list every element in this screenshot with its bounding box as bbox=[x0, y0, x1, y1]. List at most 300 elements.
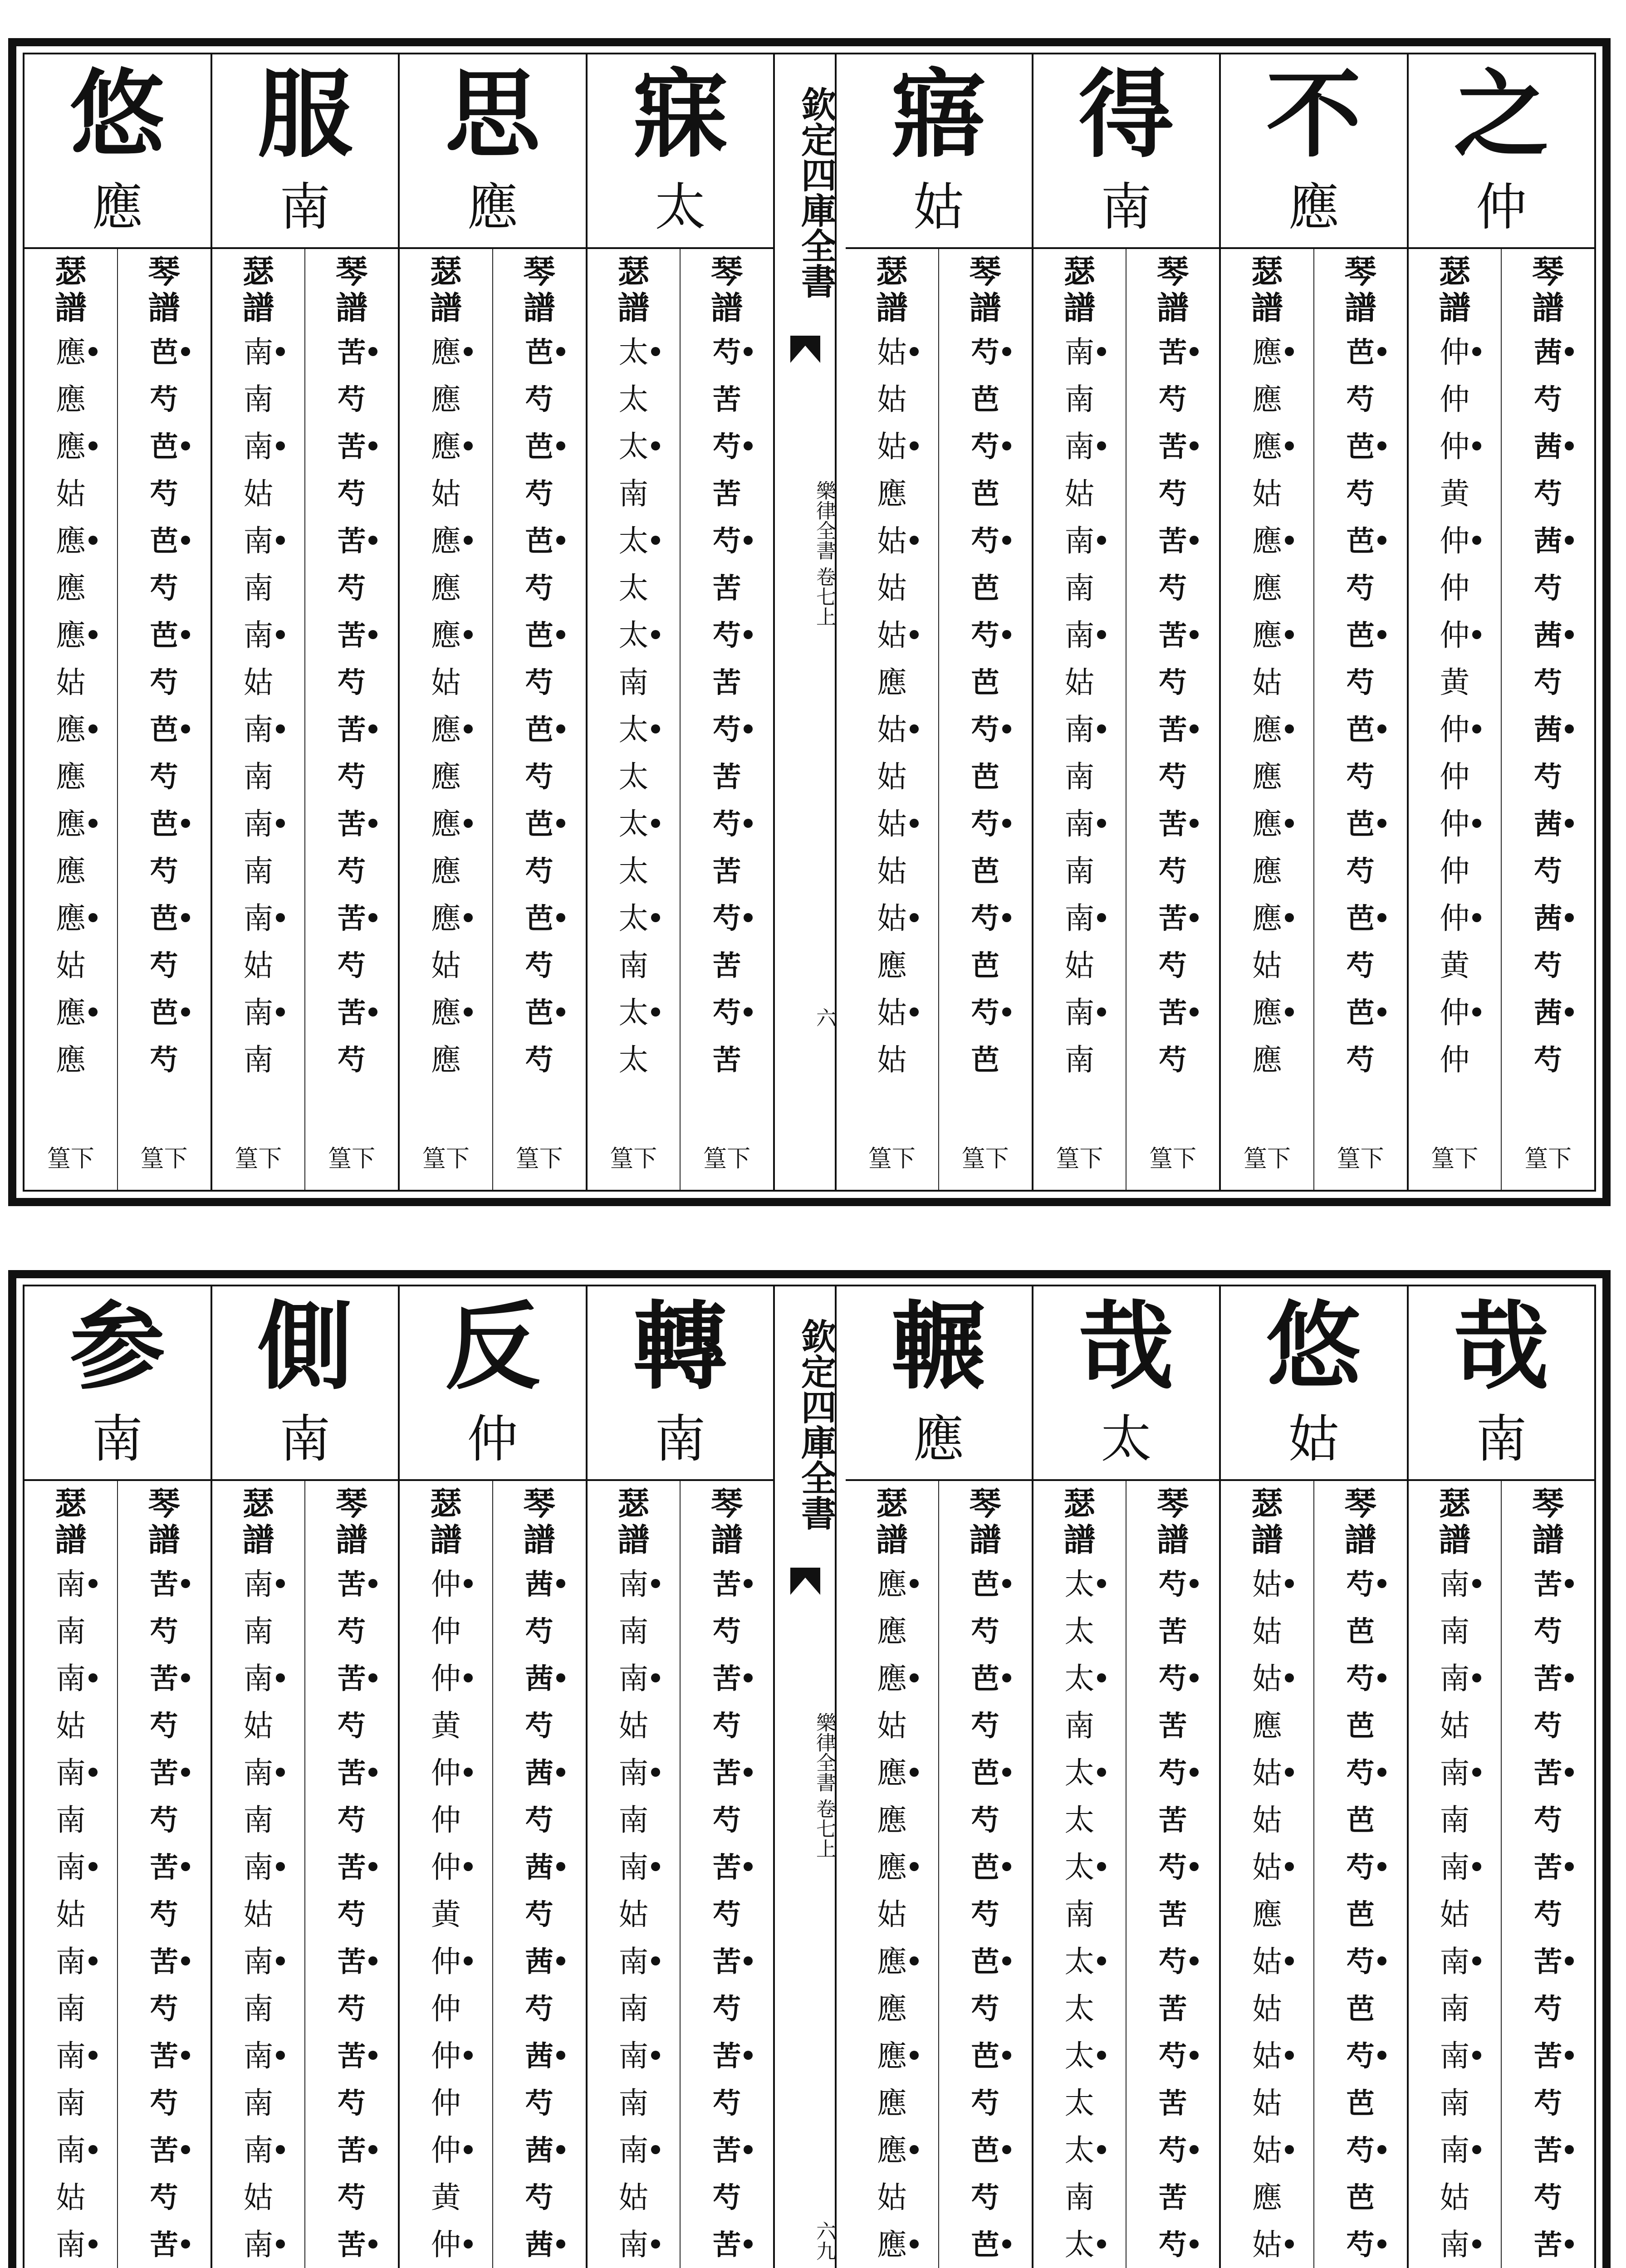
notation-cell: 芭 bbox=[525, 989, 553, 1036]
notation-cell: 芍 bbox=[338, 760, 366, 793]
notation-cell: 芭 bbox=[150, 895, 178, 942]
notation-cell: 茜 bbox=[1534, 612, 1562, 659]
notation-cell: 芍 bbox=[1347, 1750, 1375, 1797]
notation-cell: 姑 bbox=[877, 895, 907, 942]
notation-cells bbox=[971, 1561, 999, 2268]
notation-cell: 南 bbox=[1440, 2086, 1470, 2121]
notation-cell: 芭 bbox=[525, 706, 553, 753]
column-label: 瑟 bbox=[1251, 253, 1283, 290]
notation-cell: 應 bbox=[877, 2127, 907, 2174]
notation-cell: 芍 bbox=[1159, 855, 1187, 888]
notation-cell: 芍 bbox=[1534, 1898, 1562, 1931]
notation-cell: 芍 bbox=[150, 666, 178, 699]
qin-tablature-column bbox=[1126, 1481, 1219, 2268]
notation-cell: 南 bbox=[1064, 759, 1095, 794]
se-tablature-column bbox=[1033, 1481, 1126, 2268]
lyric-character: 哉 bbox=[1454, 1290, 1549, 1403]
se-tablature-column bbox=[846, 1481, 938, 2268]
notation-cell: 仲 bbox=[1440, 329, 1469, 376]
notation-cells bbox=[431, 1561, 461, 2268]
notation-cell: 芍 bbox=[971, 706, 999, 753]
se-tablature-column bbox=[1409, 1481, 1501, 2268]
notation-cells bbox=[1440, 1561, 1469, 2268]
notation-cell: 姑 bbox=[877, 329, 907, 376]
notation-cell: 茜 bbox=[525, 2033, 553, 2080]
notation-cell: 芍 bbox=[1159, 1938, 1187, 1985]
notation-cell: 姑 bbox=[877, 382, 907, 417]
column-label: 瑟 bbox=[430, 253, 462, 290]
notation-cell: 芍 bbox=[713, 895, 741, 942]
notation-cell: 應 bbox=[56, 801, 86, 848]
notation-cell: 芍 bbox=[150, 1898, 178, 1931]
notation-cell: 應 bbox=[1252, 612, 1282, 659]
notation-cell: 南 bbox=[618, 1803, 649, 1838]
column-footer-mark: 篁下 bbox=[422, 1145, 470, 1173]
notation-cell: 仲 bbox=[1440, 895, 1469, 942]
notation-cell: 應 bbox=[431, 854, 461, 889]
notation-cell: 姑 bbox=[877, 706, 907, 753]
notation-cell: 芍 bbox=[1159, 1043, 1187, 1076]
notation-cells bbox=[618, 1561, 648, 2268]
notation-cells bbox=[56, 1561, 86, 2268]
lower-page bbox=[8, 1270, 1611, 2268]
qin-tablature-column bbox=[304, 249, 398, 1190]
notation-cells bbox=[713, 329, 741, 1084]
notation-cell: 苦 bbox=[150, 1938, 178, 1985]
notation-cell: 南 bbox=[618, 948, 649, 983]
notation-cell: 姑 bbox=[1252, 665, 1282, 700]
notation-cell: 苦 bbox=[713, 760, 741, 793]
notation-columns bbox=[1033, 249, 1220, 1190]
notation-cell: 苦 bbox=[150, 1655, 178, 1702]
notation-cell: 太 bbox=[618, 706, 648, 753]
notation-cell: 芍 bbox=[150, 1615, 178, 1648]
notation-cell: 苦 bbox=[338, 2033, 366, 2080]
lyric-header bbox=[1033, 1286, 1220, 1481]
notation-cell: 苦 bbox=[1159, 989, 1187, 1036]
notation-cell: 苦 bbox=[713, 1750, 741, 1797]
notation-cell: 苦 bbox=[150, 1750, 178, 1797]
notation-cell: 芍 bbox=[971, 423, 999, 470]
notation-cell: 南 bbox=[243, 382, 274, 417]
notation-cell: 南 bbox=[55, 1803, 86, 1838]
notation-cell: 應 bbox=[877, 1561, 907, 1608]
notation-cell: 苦 bbox=[1159, 895, 1187, 942]
notation-cell: 芍 bbox=[525, 1898, 553, 1931]
notation-cell: 苦 bbox=[713, 2033, 741, 2080]
notation-cell: 芭 bbox=[971, 1750, 999, 1797]
notation-cell: 南 bbox=[243, 571, 274, 606]
notation-cell: 仲 bbox=[431, 2127, 461, 2174]
notation-cell: 應 bbox=[55, 759, 86, 794]
notation-cell: 芍 bbox=[525, 477, 553, 510]
notation-cell: 南 bbox=[243, 989, 273, 1036]
notation-cell: 芍 bbox=[525, 572, 553, 605]
lyric-character: 側 bbox=[257, 1290, 353, 1403]
notation-cell: 仲 bbox=[431, 2221, 461, 2268]
notation-cell: 太 bbox=[1064, 1614, 1095, 1649]
notation-cell: 姑 bbox=[55, 1708, 86, 1743]
notation-cell: 應 bbox=[431, 612, 461, 659]
notation-cell: 應 bbox=[877, 2086, 907, 2121]
notation-cell: 芍 bbox=[338, 1709, 366, 1742]
notation-cell: 芍 bbox=[713, 423, 741, 470]
notation-cell: 芍 bbox=[1346, 949, 1375, 982]
notation-cell: 姑 bbox=[618, 2180, 649, 2215]
notation-cell: 應 bbox=[877, 1803, 907, 1838]
notation-cell: 苦 bbox=[338, 1750, 366, 1797]
notation-cells bbox=[338, 329, 366, 1084]
notation-cell: 太 bbox=[618, 329, 648, 376]
lyric-character-block bbox=[1407, 1286, 1595, 2268]
notation-cell: 南 bbox=[243, 706, 273, 753]
pitch-note: 南 bbox=[655, 1410, 706, 1469]
lyric-header bbox=[1221, 54, 1407, 249]
notation-cell: 茜 bbox=[1534, 518, 1562, 565]
notation-cell: 太 bbox=[1064, 2033, 1094, 2080]
notation-cell: 芍 bbox=[150, 477, 178, 510]
lyric-header bbox=[846, 54, 1032, 249]
notation-cell: 芭 bbox=[525, 895, 553, 942]
notation-cell: 應 bbox=[877, 1750, 907, 1797]
notation-cell: 芭 bbox=[971, 572, 999, 605]
notation-cell: 苦 bbox=[713, 572, 741, 605]
column-label: 譜 bbox=[1439, 1521, 1471, 1559]
notation-cell: 姑 bbox=[877, 423, 907, 470]
lyric-header bbox=[1221, 1286, 1407, 1481]
notation-cell: 應 bbox=[1252, 895, 1282, 942]
notation-cell: 苦 bbox=[338, 1844, 366, 1891]
notation-cell: 太 bbox=[1064, 1561, 1094, 1608]
lyric-character-block bbox=[211, 54, 398, 1190]
notation-cell: 南 bbox=[243, 759, 274, 794]
notation-cell: 應 bbox=[56, 989, 86, 1036]
notation-cell: 茜 bbox=[1534, 423, 1562, 470]
notation-cell: 茜 bbox=[1534, 706, 1562, 753]
notation-cell: 芍 bbox=[525, 1804, 553, 1837]
notation-cell: 姑 bbox=[1252, 1803, 1282, 1838]
notation-cell: 南 bbox=[243, 518, 273, 565]
notation-cell: 應 bbox=[56, 518, 86, 565]
notation-cell: 南 bbox=[1064, 801, 1094, 848]
notation-cell: 芍 bbox=[338, 1992, 366, 2025]
notation-cell: 黄 bbox=[1440, 476, 1470, 511]
notation-cell: 姑 bbox=[877, 759, 907, 794]
notation-cell: 太 bbox=[618, 989, 648, 1036]
notation-cell: 南 bbox=[243, 1991, 274, 2026]
notation-cell: 芍 bbox=[525, 1992, 553, 2025]
column-footer-mark: 篁下 bbox=[868, 1145, 916, 1173]
notation-columns bbox=[1221, 1481, 1407, 2268]
notation-cell: 姑 bbox=[618, 1708, 649, 1743]
notation-cell: 太 bbox=[618, 382, 649, 417]
notation-cell: 姑 bbox=[877, 571, 907, 606]
column-footer-mark: 篁下 bbox=[1149, 1145, 1197, 1173]
notation-cell: 芭 bbox=[1346, 1992, 1375, 2025]
notation-cell: 芍 bbox=[713, 329, 741, 376]
column-label: 琴 bbox=[711, 253, 743, 290]
column-label: 琴 bbox=[1157, 1485, 1189, 1522]
notation-cell: 苦 bbox=[150, 2221, 178, 2268]
notation-cells bbox=[1064, 329, 1094, 1084]
notation-cell: 芍 bbox=[1347, 1655, 1375, 1702]
notation-cell: 南 bbox=[1440, 1750, 1469, 1797]
notation-cell: 苦 bbox=[338, 801, 366, 848]
pitch-note: 應 bbox=[92, 178, 143, 237]
lyric-header bbox=[212, 1286, 398, 1481]
column-label: 譜 bbox=[148, 289, 180, 327]
column-label: 譜 bbox=[1439, 289, 1471, 327]
notation-cell: 姑 bbox=[1252, 476, 1282, 511]
notation-cell: 芍 bbox=[1534, 383, 1562, 416]
notation-cell: 苦 bbox=[1159, 1615, 1187, 1648]
notation-cell: 應 bbox=[877, 1614, 907, 1649]
notation-cell: 芍 bbox=[1534, 949, 1562, 982]
notation-cell: 苦 bbox=[1159, 801, 1187, 848]
notation-cell: 太 bbox=[1064, 1991, 1095, 2026]
notation-cell: 芍 bbox=[338, 572, 366, 605]
notation-cell: 芍 bbox=[1534, 2181, 1562, 2214]
notation-cell: 芭 bbox=[971, 949, 999, 982]
notation-cell: 太 bbox=[1064, 2127, 1094, 2174]
notation-cell: 芍 bbox=[1159, 383, 1187, 416]
column-label: 譜 bbox=[1063, 289, 1096, 327]
notation-cell: 芍 bbox=[338, 477, 366, 510]
notation-cell: 姑 bbox=[1440, 1708, 1470, 1743]
notation-cell: 南 bbox=[1440, 1614, 1470, 1649]
notation-cell: 芭 bbox=[1347, 895, 1375, 942]
notation-cell: 芭 bbox=[150, 518, 178, 565]
lyric-header bbox=[1409, 1286, 1595, 1481]
notation-cell: 仲 bbox=[431, 2033, 461, 2080]
notation-columns bbox=[1033, 1481, 1220, 2268]
lyric-header bbox=[24, 54, 211, 249]
lyric-character: 寐 bbox=[632, 59, 728, 171]
column-label: 瑟 bbox=[1063, 1485, 1096, 1522]
notation-cell: 應 bbox=[877, 476, 907, 511]
notation-cells bbox=[150, 329, 178, 1084]
notation-columns bbox=[400, 249, 586, 1190]
lyric-character-block bbox=[1032, 1286, 1220, 2268]
notation-cell: 南 bbox=[618, 2086, 649, 2121]
notation-cell: 仲 bbox=[1440, 854, 1470, 889]
pitch-note: 南 bbox=[92, 1410, 143, 1469]
notation-cell: 應 bbox=[877, 665, 907, 700]
notation-cell: 苦 bbox=[1534, 2033, 1562, 2080]
notation-cell: 芍 bbox=[1534, 1709, 1562, 1742]
notation-cell: 苦 bbox=[1534, 1750, 1562, 1797]
notation-cell: 芍 bbox=[1346, 760, 1375, 793]
column-label: 瑟 bbox=[1439, 253, 1471, 290]
notation-cell: 黄 bbox=[431, 1897, 461, 1932]
column-footer-mark: 篁下 bbox=[328, 1145, 376, 1173]
notation-cell: 芭 bbox=[525, 329, 553, 376]
notation-cell: 芭 bbox=[525, 801, 553, 848]
column-label: 琴 bbox=[1532, 1485, 1564, 1522]
qin-tablature-column bbox=[492, 1481, 586, 2268]
notation-cell: 芭 bbox=[525, 423, 553, 470]
notation-cell: 應 bbox=[431, 895, 461, 942]
notation-cell: 太 bbox=[618, 801, 648, 848]
notation-cell: 姑 bbox=[1252, 2033, 1282, 2080]
center-title: 欽定四庫全書 bbox=[795, 86, 837, 298]
notation-cell: 南 bbox=[243, 1938, 273, 1985]
lyric-character-block bbox=[398, 54, 586, 1190]
notation-cell: 芍 bbox=[1159, 2127, 1187, 2174]
lyric-character-block bbox=[1219, 1286, 1407, 2268]
notation-cell: 南 bbox=[1064, 706, 1094, 753]
notation-cell: 仲 bbox=[431, 1991, 461, 2026]
notation-cell: 芍 bbox=[971, 1992, 999, 2025]
notation-cell: 姑 bbox=[877, 518, 907, 565]
notation-cell: 黄 bbox=[1440, 948, 1470, 983]
se-tablature-column bbox=[1033, 249, 1126, 1190]
column-label: 譜 bbox=[54, 289, 87, 327]
pitch-note: 南 bbox=[279, 178, 331, 237]
notation-cell: 應 bbox=[55, 854, 86, 889]
se-tablature-column bbox=[24, 1481, 117, 2268]
column-label: 瑟 bbox=[1251, 1485, 1283, 1522]
notation-cell: 姑 bbox=[243, 665, 274, 700]
notation-cell: 芍 bbox=[525, 383, 553, 416]
center-book-title: 樂律全書 卷七上 bbox=[813, 1712, 836, 1858]
notation-cell: 姑 bbox=[55, 665, 86, 700]
column-label: 譜 bbox=[1251, 289, 1283, 327]
notation-cell: 芭 bbox=[971, 477, 999, 510]
notation-cell: 仲 bbox=[1440, 518, 1469, 565]
se-tablature-column bbox=[1221, 1481, 1313, 2268]
notation-cell: 芍 bbox=[1159, 666, 1187, 699]
notation-cell: 南 bbox=[1440, 1938, 1469, 1985]
notation-cell: 苦 bbox=[713, 949, 741, 982]
notation-cell: 茜 bbox=[1534, 895, 1562, 942]
notation-cell: 芍 bbox=[525, 855, 553, 888]
notation-cell: 苦 bbox=[338, 329, 366, 376]
notation-cell: 太 bbox=[1064, 1750, 1094, 1797]
notation-cell: 苦 bbox=[1159, 1992, 1187, 2025]
notation-cell: 芭 bbox=[1347, 612, 1375, 659]
notation-cell: 南 bbox=[1064, 895, 1094, 942]
notation-cell: 南 bbox=[243, 2033, 273, 2080]
notation-cell: 苦 bbox=[713, 2127, 741, 2174]
column-label: 譜 bbox=[1532, 1521, 1564, 1559]
notation-cell: 仲 bbox=[431, 1614, 461, 1649]
notation-cell: 仲 bbox=[1440, 612, 1469, 659]
notation-cell: 芍 bbox=[1534, 1804, 1562, 1837]
notation-cell: 姑 bbox=[243, 1897, 274, 1932]
notation-cell: 應 bbox=[1252, 854, 1282, 889]
notation-cell: 姑 bbox=[1440, 1897, 1470, 1932]
notation-cell: 應 bbox=[1252, 571, 1282, 606]
notation-cell: 茜 bbox=[525, 1938, 553, 1985]
notation-cell: 苦 bbox=[1159, 2087, 1187, 2120]
column-label: 譜 bbox=[523, 289, 555, 327]
notation-cell: 芭 bbox=[1346, 1898, 1375, 1931]
column-label: 瑟 bbox=[617, 253, 650, 290]
pitch-note: 太 bbox=[1101, 1410, 1152, 1469]
notation-cell: 茜 bbox=[525, 1844, 553, 1891]
column-footer-mark: 篁下 bbox=[235, 1145, 282, 1173]
notation-cell: 芍 bbox=[525, 949, 553, 982]
notation-cell: 應 bbox=[877, 948, 907, 983]
notation-cell: 苦 bbox=[713, 383, 741, 416]
column-label: 琴 bbox=[336, 1485, 368, 1522]
qin-tablature-column bbox=[1313, 249, 1407, 1190]
lyric-header bbox=[212, 54, 398, 249]
notation-cell: 苦 bbox=[1159, 329, 1187, 376]
notation-cells bbox=[971, 329, 999, 1084]
notation-cell: 應 bbox=[1252, 801, 1282, 848]
notation-cell: 南 bbox=[618, 1750, 648, 1797]
notation-cell: 芍 bbox=[338, 2087, 366, 2120]
notation-cell: 姑 bbox=[877, 612, 907, 659]
se-tablature-column bbox=[588, 1481, 680, 2268]
notation-cell: 南 bbox=[1064, 329, 1094, 376]
notation-cell: 苦 bbox=[338, 423, 366, 470]
column-footer-mark: 篁下 bbox=[961, 1145, 1009, 1173]
notation-cell: 芍 bbox=[971, 1804, 999, 1837]
notation-cell: 太 bbox=[1064, 1803, 1095, 1838]
qin-tablature-column bbox=[492, 249, 586, 1190]
notation-cells bbox=[1252, 329, 1282, 1084]
notation-cell: 芍 bbox=[1159, 477, 1187, 510]
notation-cell: 苦 bbox=[338, 989, 366, 1036]
notation-cell: 南 bbox=[618, 1655, 648, 1702]
notation-cell: 南 bbox=[618, 1614, 649, 1649]
notation-cell: 芍 bbox=[971, 895, 999, 942]
se-tablature-column bbox=[212, 1481, 305, 2268]
notation-cell: 南 bbox=[243, 1561, 273, 1608]
notation-cell: 太 bbox=[618, 518, 648, 565]
lyric-character-block bbox=[846, 1286, 1032, 2268]
lyric-character: 哉 bbox=[1078, 1290, 1174, 1403]
notation-cell: 姑 bbox=[1252, 2221, 1282, 2268]
notation-cell: 芍 bbox=[1159, 2033, 1187, 2080]
lower-right-half bbox=[846, 1286, 1594, 2268]
column-footer-mark: 篁下 bbox=[1056, 1145, 1103, 1173]
notation-cell: 南 bbox=[55, 2086, 86, 2121]
notation-cell: 苦 bbox=[1159, 1804, 1187, 1837]
se-tablature-column bbox=[588, 249, 680, 1190]
notation-cell: 芭 bbox=[1346, 1804, 1375, 1837]
notation-cell: 芍 bbox=[338, 383, 366, 416]
column-label: 譜 bbox=[1157, 289, 1189, 327]
notation-cell: 茜 bbox=[1534, 329, 1562, 376]
notation-cell: 姑 bbox=[243, 948, 274, 983]
notation-cells bbox=[525, 1561, 553, 2268]
notation-cell: 南 bbox=[56, 1561, 86, 1608]
notation-cell: 仲 bbox=[1440, 1042, 1470, 1077]
notation-cell: 應 bbox=[1252, 989, 1282, 1036]
notation-cell: 芍 bbox=[1346, 666, 1375, 699]
notation-cell: 應 bbox=[55, 1042, 86, 1077]
column-label: 瑟 bbox=[242, 253, 274, 290]
qin-tablature-column bbox=[680, 249, 773, 1190]
notation-cell: 芍 bbox=[525, 1615, 553, 1648]
notation-cell: 芍 bbox=[971, 801, 999, 848]
notation-cell: 仲 bbox=[1440, 989, 1469, 1036]
notation-cell: 芭 bbox=[1347, 518, 1375, 565]
notation-cell: 芍 bbox=[1534, 666, 1562, 699]
notation-cell: 仲 bbox=[1440, 423, 1469, 470]
notation-cell: 芍 bbox=[150, 572, 178, 605]
column-label: 譜 bbox=[336, 289, 368, 327]
notation-cell: 芭 bbox=[971, 383, 999, 416]
notation-columns bbox=[1409, 1481, 1595, 2268]
column-footer-mark: 篁下 bbox=[1243, 1145, 1291, 1173]
notation-cell: 南 bbox=[1064, 1897, 1095, 1932]
upper-page-frame bbox=[23, 53, 1596, 1192]
